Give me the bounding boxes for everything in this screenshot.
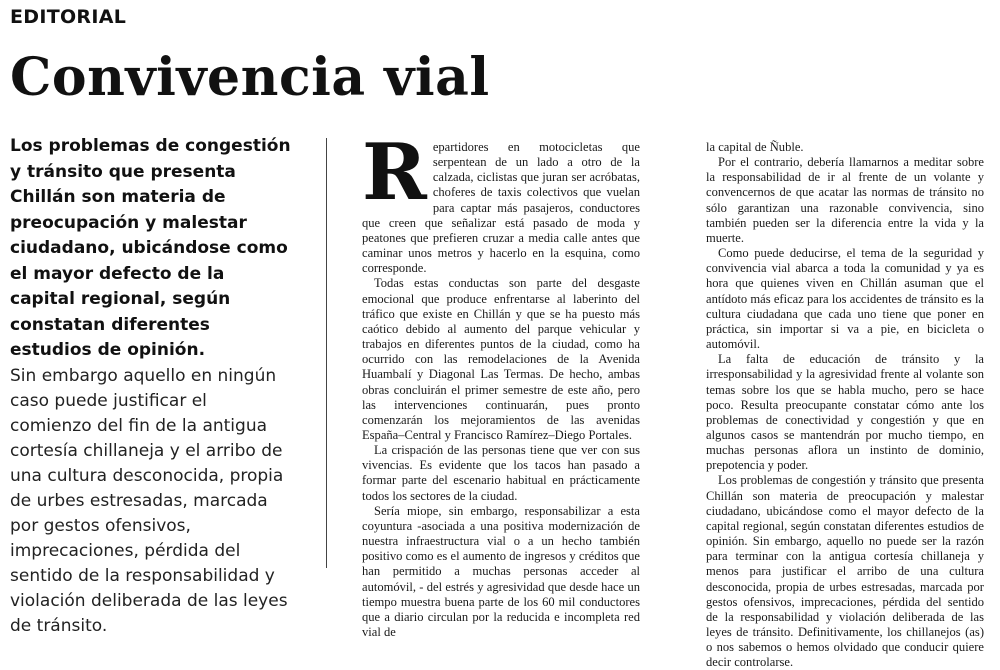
lead-column [10, 134, 292, 639]
paragraph: La crispación de las personas tiene que ver con sus vivencias. Es evidente que los tacos han pasado a formar parte del escenario habitual en prácticamente todos los sectores de la ciudad. [362, 443, 640, 503]
section-label: EDITORIAL [10, 6, 127, 28]
lead-summary: Los problemas de congestión y tránsito que presenta Chillán son materia de preocupación y malestar ciudadano, ubicándose como el mayor defecto de la capital regional, según constatan diferentes estudios de opinión. [10, 136, 291, 360]
body-column-3 [706, 140, 984, 670]
body-column-2 [362, 127, 640, 640]
column-divider [326, 138, 327, 568]
paragraph: Como puede deducirse, el tema de la seguridad y convivencia vial abarca a toda la comunidad y ya es hora que quienes viven en Chillán asuman que el antídoto más eficaz para los accidentes de tránsito es la cultura ciudadana que cada uno tiene que poner en práctica, sin importar si va a pie, en bicicleta o automóvil. [706, 246, 984, 352]
paragraph: Por el contrario, debería llamarnos a meditar sobre la responsabilidad de ir al frente de un volante y convencernos de que acatar las normas de tránsito no sólo garantizan una razonable convivencia, sino también pueden ser la diferencia entre la vida y la muerte. [706, 155, 984, 245]
paragraph: la capital de Ñuble. [706, 140, 804, 154]
lead-text: Sin embargo aquello en ningún caso puede justificar el comienzo del fin de la antigua cortesía chillaneja y el arribo de una cultura desconocida, propia de urbes estresadas, marcada por gestos ofensivos, imprecaciones, pérdida del sentido de la responsabilidad y violación deliberada de las leyes de tránsito. [10, 365, 288, 636]
paragraph: epartidores en motocicletas que serpentean de un lado a otro de la calzada, ciclistas que juran ser acróbatas, choferes de taxis colectivos que vuelan para captar más pasajeros, conductores que creen que señalizar está pasado de moda y peatones que prefieren cruzar a media calle antes que caminar unos metros y hacerlo en la esquina, como corresponde. [362, 140, 640, 276]
drop-cap: R [362, 127, 427, 218]
paragraph: Sería miope, sin embargo, responsabilizar a esta coyuntura -asociada a una positiva modernización de nuestra infraestructura vial o a un hecho también positivo como es el aumento de ingresos y créditos que han permitido a muchas personas acceder al automóvil, - del estrés y agresividad que desde hace un tiempo muestra buena parte de los 60 mil conductores que a diario circulan por la reducida e incompleta red vial de [362, 503, 640, 639]
headline: Convivencia vial [10, 47, 490, 108]
paragraph: La falta de educación de tránsito y la irresponsabilidad y la agresividad frente al volante son temas sobre los que se habla mucho, pero se hace poco. Resulta preocupante constatar cómo ante los problemas de conectividad y congestión y que en algunos casos se mantendrán por mucho tiempo, en muchas personas aflora un instinto de dominio, prepotencia y poder. [706, 352, 984, 473]
paragraph: Todas estas conductas son parte del desgaste emocional que produce enfrentarse al laberinto del tráfico que existe en Chillán y que se ha puesto más caótico debido al aumento del parque vehicular y trabajos en diferentes puntos de la ciudad, como ha ocurrido con las remodelaciones de la Avenida Huambalí y Diagonal Las Termas. De hecho, ambas obras concluirán el primer semestre de este año, pero las intervenciones continuarán, pues pronto comenzarán los mejoramientos de las avenidas España–Central y Francisco Ramírez–Diego Portales. [362, 276, 640, 442]
paragraph: Los problemas de congestión y tránsito que presenta Chillán son materia de preocupación y malestar ciudadano, ubicándose como el mayor defecto de la capital regional, según constatan diferentes estudios de opinión. Sin embargo, aquello no puede ser la razón para terminar con la antigua cortesía chillaneja y menos para justificar el arribo de una cultura desconocida, propia de urbes estresadas, marcada por gestos ofensivos, imprecaciones, pérdida del sentido de la responsabilidad y violación deliberada de las leyes de tránsito. Definitivamente, los chillanejos (as) o nos sabemos o hemos olvidado que conducir quiere decir controlarse. [706, 473, 984, 670]
